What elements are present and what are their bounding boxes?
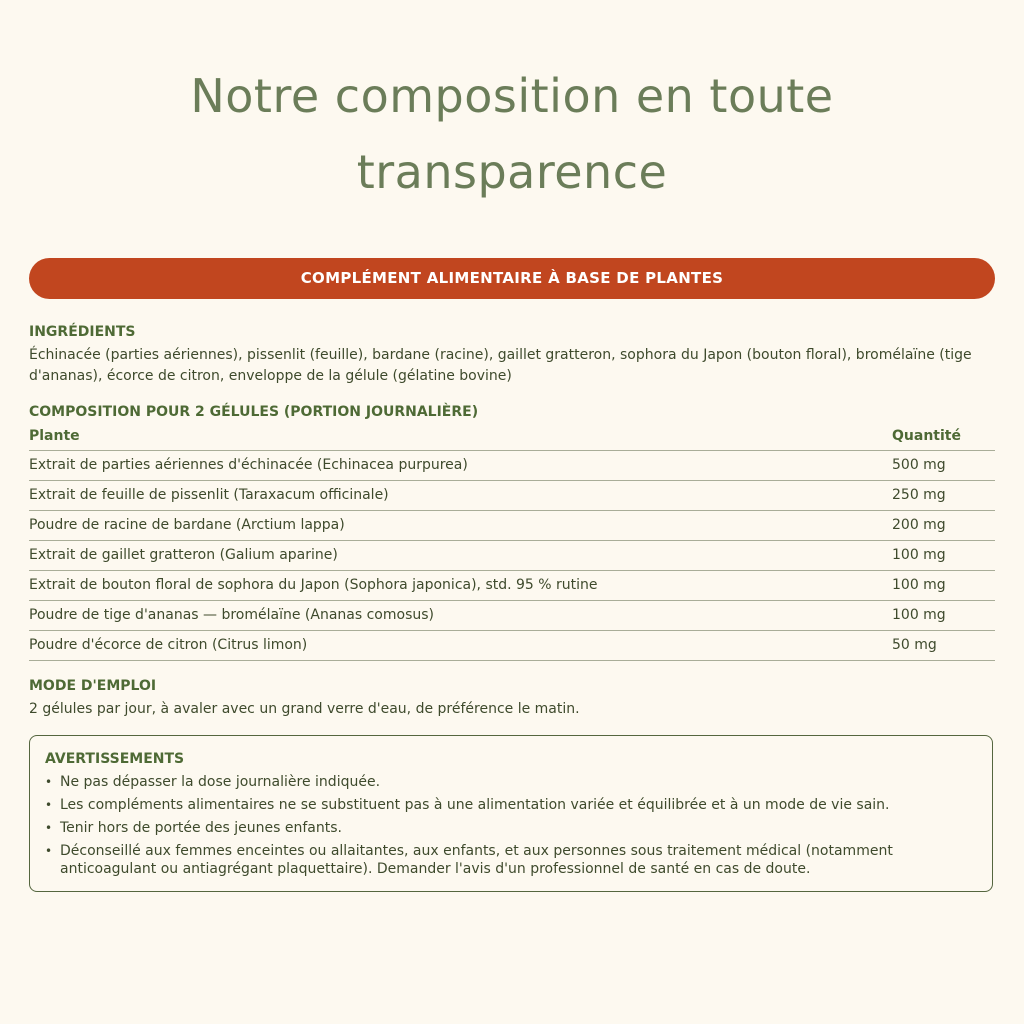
table-header-row [29,424,995,451]
warnings-heading: AVERTISSEMENTS [45,751,185,767]
warning-text: Déconseillé aux femmes enceintes ou allaitantes, aux enfants, et aux personnes sous traitement médical (notamment anticoagulant ou antiagrégant plaquettaire). Demander l'avis d'un professionnel de santé en cas de doute. [60,843,893,877]
composition-heading: COMPOSITION POUR 2 GÉLULES (PORTION JOURNALIÈRE) [29,404,479,420]
quantity-cell: 250 mg [892,487,946,503]
table-row [29,541,995,571]
plant-cell: Poudre d'écorce de citron (Citrus limon) [29,637,308,653]
usage-text: 2 gélules par jour, à avaler avec un grand verre d'eau, de préférence le matin. [29,701,580,717]
bullet-icon: • [45,844,53,858]
ingredients-text: Échinacée (parties aériennes), pissenlit (feuille), bardane (racine), gaillet gratteron, sophora du Japon (bouton floral), bromélaïne (tige d'ananas), écorce de citron, enveloppe de la gélule (gélatine bovine) [29,347,972,384]
warning-item [45,819,965,837]
quantity-cell: 100 mg [892,577,946,593]
table-row [29,511,995,541]
warning-item [45,773,965,791]
warning-text: Les compléments alimentaires ne se substituent pas à une alimentation variée et équilibrée et à un mode de vie sain. [60,797,890,813]
ingredients-heading: INGRÉDIENTS [29,324,136,340]
warning-item [45,842,965,878]
page-title-line-2: transparence [356,145,668,199]
warnings-box [29,735,993,892]
plant-cell: Extrait de feuille de pissenlit (Taraxacum officinale) [29,487,389,503]
composition-table [29,424,995,661]
warning-item [45,796,965,814]
plant-cell: Extrait de bouton floral de sophora du Japon (Sophora japonica), std. 95 % rutine [29,577,598,593]
product-type-banner: COMPLÉMENT ALIMENTAIRE À BASE DE PLANTES [29,258,995,299]
column-header-quantity: Quantité [892,428,961,444]
column-header-plant: Plante [29,428,80,444]
bullet-icon: • [45,775,53,789]
warnings-list [45,773,965,883]
quantity-cell: 100 mg [892,607,946,623]
table-row [29,631,995,661]
page-title-line-1: Notre composition en toute [190,69,834,123]
table-row [29,451,995,481]
quantity-cell: 50 mg [892,637,937,653]
table-row [29,601,995,631]
bullet-icon: • [45,798,53,812]
quantity-cell: 100 mg [892,547,946,563]
warning-text: Tenir hors de portée des jeunes enfants. [60,820,342,836]
bullet-icon: • [45,821,53,835]
quantity-cell: 200 mg [892,517,946,533]
table-row [29,481,995,511]
page-title [0,58,1024,210]
table-row [29,571,995,601]
plant-cell: Poudre de racine de bardane (Arctium lappa) [29,517,345,533]
plant-cell: Poudre de tige d'ananas — bromélaïne (Ananas comosus) [29,607,434,623]
quantity-cell: 500 mg [892,457,946,473]
plant-cell: Extrait de gaillet gratteron (Galium aparine) [29,547,338,563]
plant-cell: Extrait de parties aériennes d'échinacée (Echinacea purpurea) [29,457,468,473]
warning-text: Ne pas dépasser la dose journalière indiquée. [60,774,381,790]
usage-heading: MODE D'EMPLOI [29,678,157,694]
